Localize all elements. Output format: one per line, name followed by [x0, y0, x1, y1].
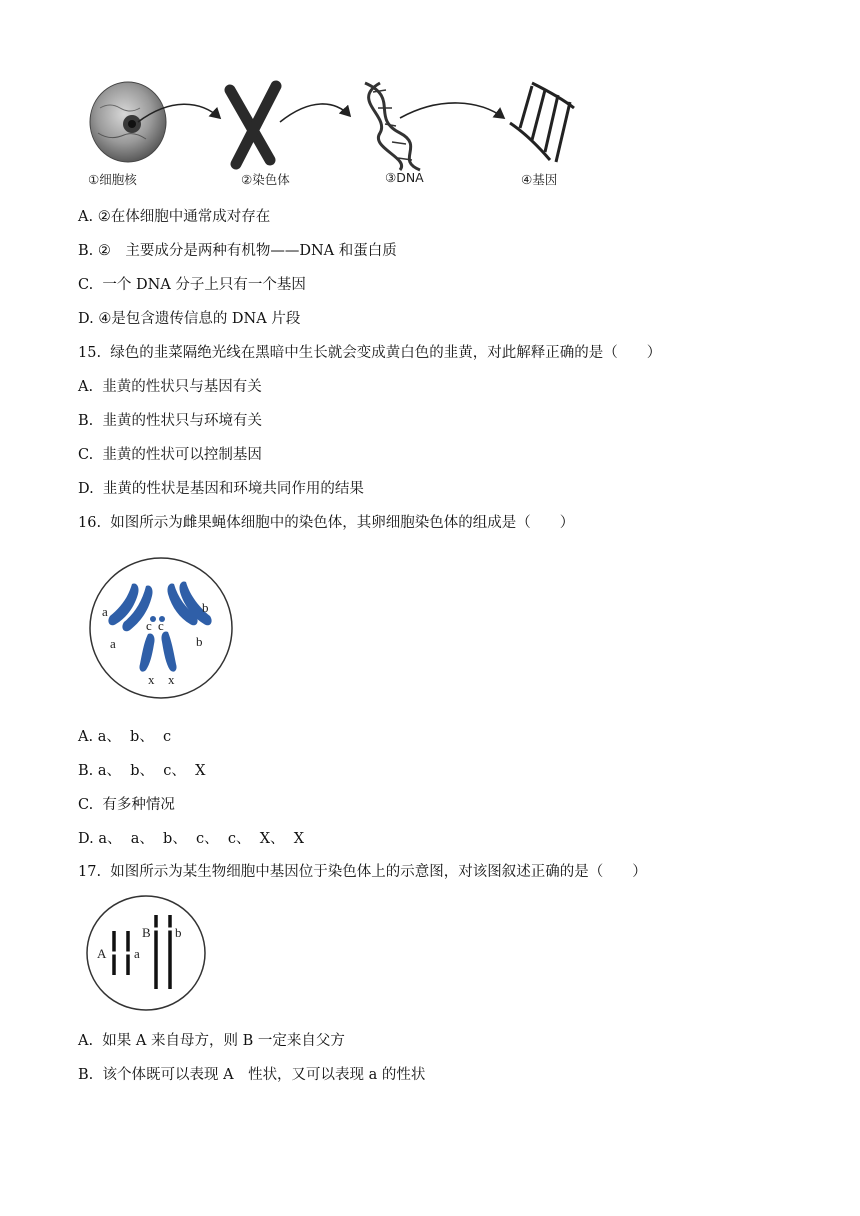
label-B: B [142, 925, 151, 940]
gene-locus-drawing [84, 893, 208, 1013]
arrow-icon [400, 103, 504, 118]
label-b-top: b [202, 600, 209, 615]
label-x-right: x [168, 672, 175, 687]
gene-segment-icon [510, 83, 574, 162]
chromosome-icon [230, 86, 276, 164]
q15-option-c: C. 韭黄的性状可以控制基因 [78, 447, 262, 463]
q14-option-b: B. ② 主要成分是两种有机物——DNA 和蛋白质 [78, 243, 397, 259]
cell-icon [90, 82, 166, 162]
arrow-icon [280, 104, 350, 122]
q16-option-b: B. a、 b、 c、 X [78, 763, 206, 779]
label-A: A [97, 946, 107, 961]
caption-chromosome: ②染色体 [241, 172, 290, 187]
dna-helix-icon [365, 83, 420, 170]
q16-option-a: A. a、 b、 c [78, 729, 172, 745]
caption-nucleus: ①细胞核 [88, 172, 137, 187]
figure-gene-locus [84, 893, 208, 1013]
figure-cell-to-gene [80, 78, 590, 193]
q16-option-d: D. a、 a、 b、 c、 c、 X、 X [78, 831, 305, 847]
q15-option-b: B. 韭黄的性状只与环境有关 [78, 413, 262, 429]
label-a-top: a [102, 604, 108, 619]
q14-option-d: D. ④是包含遗传信息的 DNA 片段 [78, 311, 301, 327]
q14-option-a: A. ②在体细胞中通常成对存在 [78, 209, 271, 225]
label-b: b [175, 925, 182, 940]
q17-stem: 17. 如图所示为某生物细胞中基因位于染色体上的示意图，对该图叙述正确的是（ ） [78, 864, 647, 880]
label-a: a [134, 946, 140, 961]
caption-gene: ④基因 [521, 172, 558, 187]
label-c-right: c [158, 618, 164, 633]
fruitfly-chromosomes-drawing [86, 556, 236, 702]
figure-fruitfly-chromosomes [86, 556, 236, 702]
q14-option-c: C. 一个 DNA 分子上只有一个基因 [78, 277, 306, 293]
label-a-bottom: a [110, 636, 116, 651]
q17-option-a: A. 如果 A 来自母方，则 B 一定来自父方 [78, 1033, 345, 1049]
q16-stem: 16. 如图所示为雌果蝇体细胞中的染色体，其卵细胞染色体的组成是（ ） [78, 515, 575, 531]
label-x-left: x [148, 672, 155, 687]
label-b-bottom: b [196, 634, 203, 649]
q16-option-c: C. 有多种情况 [78, 797, 175, 813]
caption-dna: ③DNA [385, 170, 424, 185]
q15-option-a: A. 韭黄的性状只与基因有关 [78, 379, 262, 395]
q17-option-b: B. 该个体既可以表现 A 性状，又可以表现 a 的性状 [78, 1067, 426, 1083]
q15-option-d: D. 韭黄的性状是基因和环境共同作用的结果 [78, 481, 364, 497]
label-c-left: c [146, 618, 152, 633]
q15-stem: 15. 绿色的韭菜隔绝光线在黑暗中生长就会变成黄白色的韭黄，对此解释正确的是（ ） [78, 345, 662, 361]
figure-cell-to-gene-drawing [80, 78, 590, 173]
